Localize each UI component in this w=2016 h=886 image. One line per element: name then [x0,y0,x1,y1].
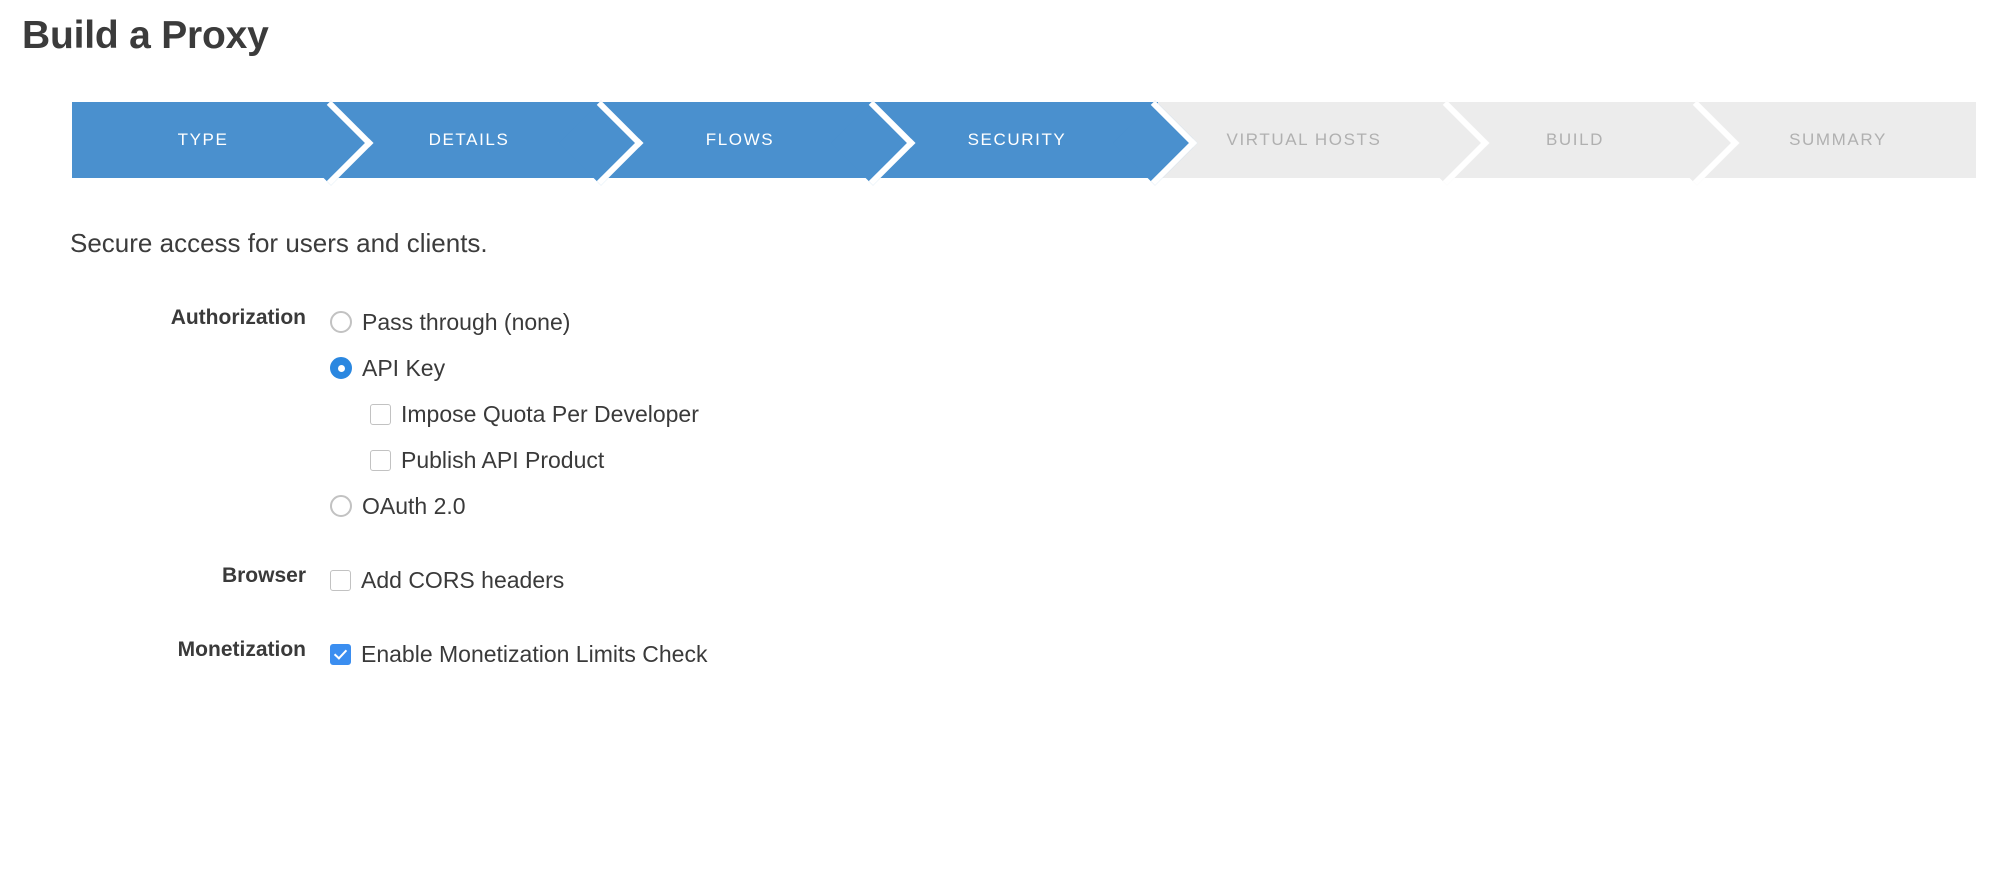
option-label: Impose Quota Per Developer [401,401,699,427]
browser-label: Browser [221,564,306,587]
option-oauth2[interactable] [330,483,2016,529]
wizard-step-label: SUMMARY [1789,130,1887,149]
wizard-step-details[interactable] [334,102,604,178]
checkbox-icon-add-cors-headers[interactable] [330,570,351,591]
browser-row [0,557,2016,603]
wizard-step-label: BUILD [1545,130,1605,149]
wizard-progress-bar [72,102,1976,178]
checkbox-icon-enable-monetization-limits-check[interactable] [330,644,351,665]
wizard-step-label: DETAILS [428,130,510,149]
option-label: Publish API Product [401,447,605,473]
radio-icon-api-key[interactable] [330,357,352,379]
form-spacer [0,533,2016,557]
radio-icon-pass-through[interactable] [330,311,352,333]
wizard-step-flows[interactable] [604,102,876,178]
monetization-options [330,631,2016,677]
wizard-step-build[interactable] [1450,102,1700,178]
option-impose-quota[interactable] [370,391,2016,437]
wizard-step-label: TYPE [177,130,229,149]
security-form [0,299,2016,677]
wizard-step-security[interactable] [876,102,1158,178]
section-description: Secure access for users and clients. [70,228,488,258]
option-publish-api-product[interactable] [370,437,2016,483]
wizard-step-summary[interactable] [1700,102,1976,178]
authorization-label: Authorization [170,306,306,329]
checkbox-icon-impose-quota[interactable] [370,404,391,425]
radio-icon-oauth2[interactable] [330,495,352,517]
browser-options [330,557,2016,603]
option-label: API Key [362,355,446,381]
page-title: Build a Proxy [22,14,269,57]
option-label: OAuth 2.0 [362,493,466,519]
option-add-cors-headers[interactable] [330,557,2016,603]
wizard-step-label: SECURITY [967,130,1067,149]
wizard-step-label: VIRTUAL HOSTS [1226,130,1382,149]
wizard-step-type[interactable] [72,102,334,178]
authorization-row [0,299,2016,529]
form-spacer [0,607,2016,631]
wizard-step-label: FLOWS [705,130,775,149]
option-enable-monetization-limits-check[interactable] [330,631,2016,677]
monetization-row [0,631,2016,677]
option-api-key[interactable] [330,345,2016,391]
option-label: Enable Monetization Limits Check [361,641,708,667]
monetization-label: Monetization [177,638,306,661]
authorization-options [330,299,2016,529]
option-pass-through[interactable] [330,299,2016,345]
wizard-step-virtual-hosts[interactable] [1158,102,1450,178]
checkbox-icon-publish-api-product[interactable] [370,450,391,471]
option-label: Add CORS headers [361,567,565,593]
option-label: Pass through (none) [362,309,571,335]
page-root [0,14,2016,677]
